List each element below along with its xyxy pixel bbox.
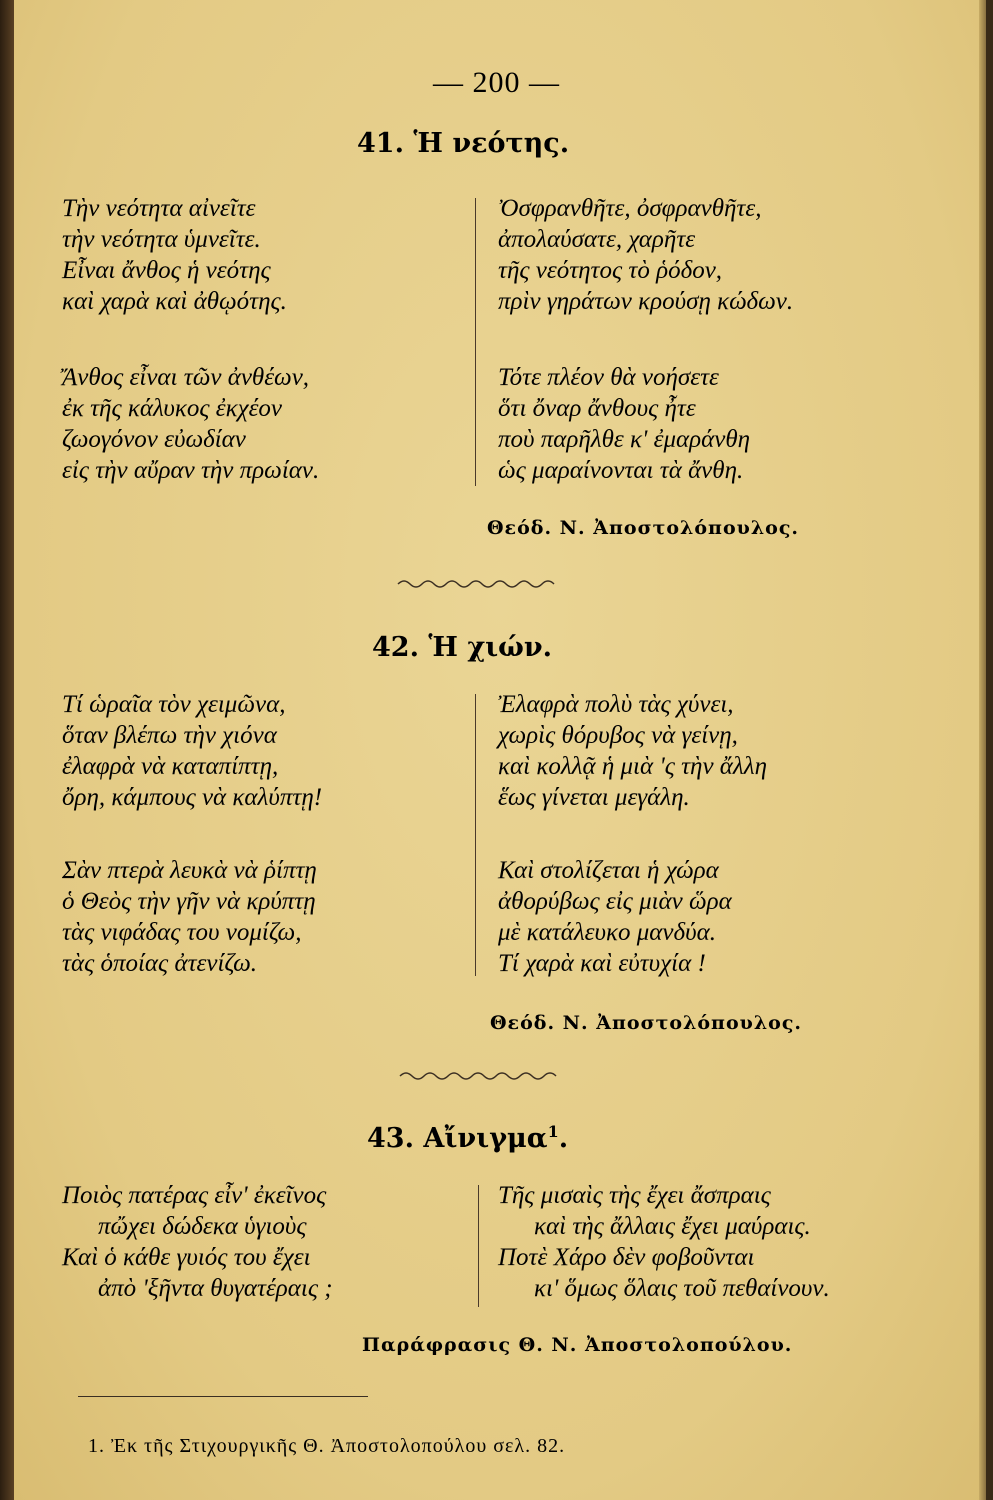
poem-number: 43. xyxy=(367,1123,414,1154)
poem-41-stanza-right-1 xyxy=(498,193,793,317)
wavy-separator-ornament xyxy=(396,577,560,591)
poem-42-signature: Θεόδ. Ν. Ἀποστολόπουλος. xyxy=(490,1012,802,1034)
verse-line: ὡς μαραίνονται τὰ ἄνθη. xyxy=(498,457,744,484)
verse-line: Τί χαρὰ καὶ εὐτυχία ! xyxy=(498,950,706,977)
verse-line: ἐκ τῆς κάλυκος ἐκχέον xyxy=(62,395,283,422)
poem-41-stanza-left-2 xyxy=(62,362,319,486)
column-divider xyxy=(475,198,476,486)
footnote-rule xyxy=(78,1396,368,1397)
verse-line: ποὺ παρῆλθε κ' ἐμαράνθη xyxy=(498,426,751,453)
poem-42-stanza-right-2 xyxy=(498,855,732,979)
poem-41-signature: Θεόδ. Ν. Ἀποστολόπουλος. xyxy=(487,517,799,539)
verse-line: πρὶν γηράτων κρούσῃ κώδων. xyxy=(498,288,794,315)
footnote: 1. Ἐκ τῆς Στιχουργικῆς Θ. Ἀποστολοπούλου σελ. 82. xyxy=(88,1435,566,1457)
poem-43-signature: Παράφρασις Θ. Ν. Ἀποστολοπούλου. xyxy=(362,1334,793,1356)
verse-line: καὶ τὴς ἄλλαις ἔχει μαύραις. xyxy=(534,1213,811,1240)
poem-41-title xyxy=(357,128,569,159)
verse-line: χωρὶς θόρυβος νὰ γείνῃ, xyxy=(498,722,738,749)
poem-number: 41. xyxy=(357,128,404,159)
poem-title: Αἴνιγμα xyxy=(423,1123,548,1154)
verse-line: Ὀσφρανθῆτε, ὀσφρανθῆτε, xyxy=(498,195,762,222)
column-divider xyxy=(478,1185,479,1307)
verse-line: Τί ὡραῖα τὸν χειμῶνα, xyxy=(62,691,286,718)
footnote-reference-mark: 1 xyxy=(547,1122,559,1141)
verse-line: ὅτι ὄναρ ἄνθους ἦτε xyxy=(498,395,696,422)
poem-42-title xyxy=(372,632,552,663)
poem-41-stanza-right-2 xyxy=(498,362,750,486)
verse-line: Σὰν πτερὰ λευκὰ νὰ ῥίπτῃ xyxy=(62,857,317,884)
verse-line: Εἶναι ἄνθος ἡ νεότης xyxy=(62,257,271,284)
poem-title: Ἡ χιών. xyxy=(428,632,552,663)
poem-43-stanza-left xyxy=(62,1180,333,1304)
page-number: — 200 — xyxy=(433,66,560,99)
poem-title: Ἡ νεότης. xyxy=(413,128,570,159)
verse-line: κι' ὅμως ὅλαις τοῦ πεθαίνουν. xyxy=(534,1275,830,1302)
verse-line: ἕως γίνεται μεγάλη. xyxy=(498,784,690,811)
poem-42-stanza-left-1 xyxy=(62,689,322,813)
verse-line: τὰς νιφάδας του νομίζω, xyxy=(62,919,302,946)
poem-42-stanza-right-1 xyxy=(498,689,767,813)
verse-line: ὅταν βλέπω τὴν χιόνα xyxy=(62,722,277,749)
verse-line: Ἄνθος εἶναι τῶν ἀνθέων, xyxy=(62,364,310,391)
verse-line: ζωογόνον εὐωδίαν xyxy=(62,426,246,453)
page-edge-shadow xyxy=(979,0,986,1500)
verse-line: ἀπὸ 'ξῆντα θυγατέραις ; xyxy=(98,1275,333,1302)
verse-line: καὶ κολλᾷ ἡ μιὰ 'ς τὴν ἄλλη xyxy=(498,753,767,780)
verse-line: ἀπολαύσατε, χαρῆτε xyxy=(498,226,696,253)
verse-line: μὲ κατάλευκο μανδύα. xyxy=(498,919,716,946)
book-spine-shadow xyxy=(0,0,14,1500)
verse-line: ἀθορύβως εἰς μιὰν ὥρα xyxy=(498,888,732,915)
title-period: . xyxy=(558,1123,569,1154)
verse-line: Τότε πλέον θὰ νοήσετε xyxy=(498,364,719,391)
verse-line: καὶ χαρὰ καὶ ἀθῳότης. xyxy=(62,288,287,315)
verse-line: τῆς νεότητος τὸ ῥόδον, xyxy=(498,257,723,284)
verse-line: ὄρη, κάμπους νὰ καλύπτῃ! xyxy=(62,784,323,811)
verse-line: ἐλαφρὰ νὰ καταπίπτῃ, xyxy=(62,753,279,780)
verse-line: ὁ Θεὸς τὴν γῆν νὰ κρύπτῃ xyxy=(62,888,316,915)
verse-line: Ποιὸς πατέρας εἶν' ἐκεῖνος xyxy=(62,1182,327,1209)
poem-41-stanza-left-1 xyxy=(62,193,287,317)
poem-43-stanza-right xyxy=(498,1180,830,1304)
verse-line: Ἐλαφρὰ πολὺ τὰς χύνει, xyxy=(498,691,734,718)
wavy-separator-ornament xyxy=(398,1069,562,1083)
verse-line: εἰς τὴν αὔραν τὴν πρωίαν. xyxy=(62,457,320,484)
verse-line: Τὴν νεότητα αἰνεῖτε xyxy=(62,195,256,222)
verse-line: τὴν νεότητα ὑμνεῖτε. xyxy=(62,226,261,253)
verse-line: πὤχει δώδεκα ὑγιοὺς xyxy=(98,1213,307,1240)
poem-43-title xyxy=(367,1122,568,1154)
column-divider xyxy=(475,694,476,976)
verse-line: Καὶ ὁ κάθε γυιός του ἔχει xyxy=(62,1244,311,1271)
verse-line: Τῆς μισαὶς τὴς ἔχει ἄσπραις xyxy=(498,1182,771,1209)
verse-line: τὰς ὁποίας ἀτενίζω. xyxy=(62,950,258,977)
poem-number: 42. xyxy=(372,632,419,663)
verse-line: Καὶ στολίζεται ἡ χώρα xyxy=(498,857,719,884)
verse-line: Ποτὲ Χάρο δὲν φοβοῦνται xyxy=(498,1244,755,1271)
poem-42-stanza-left-2 xyxy=(62,855,317,979)
